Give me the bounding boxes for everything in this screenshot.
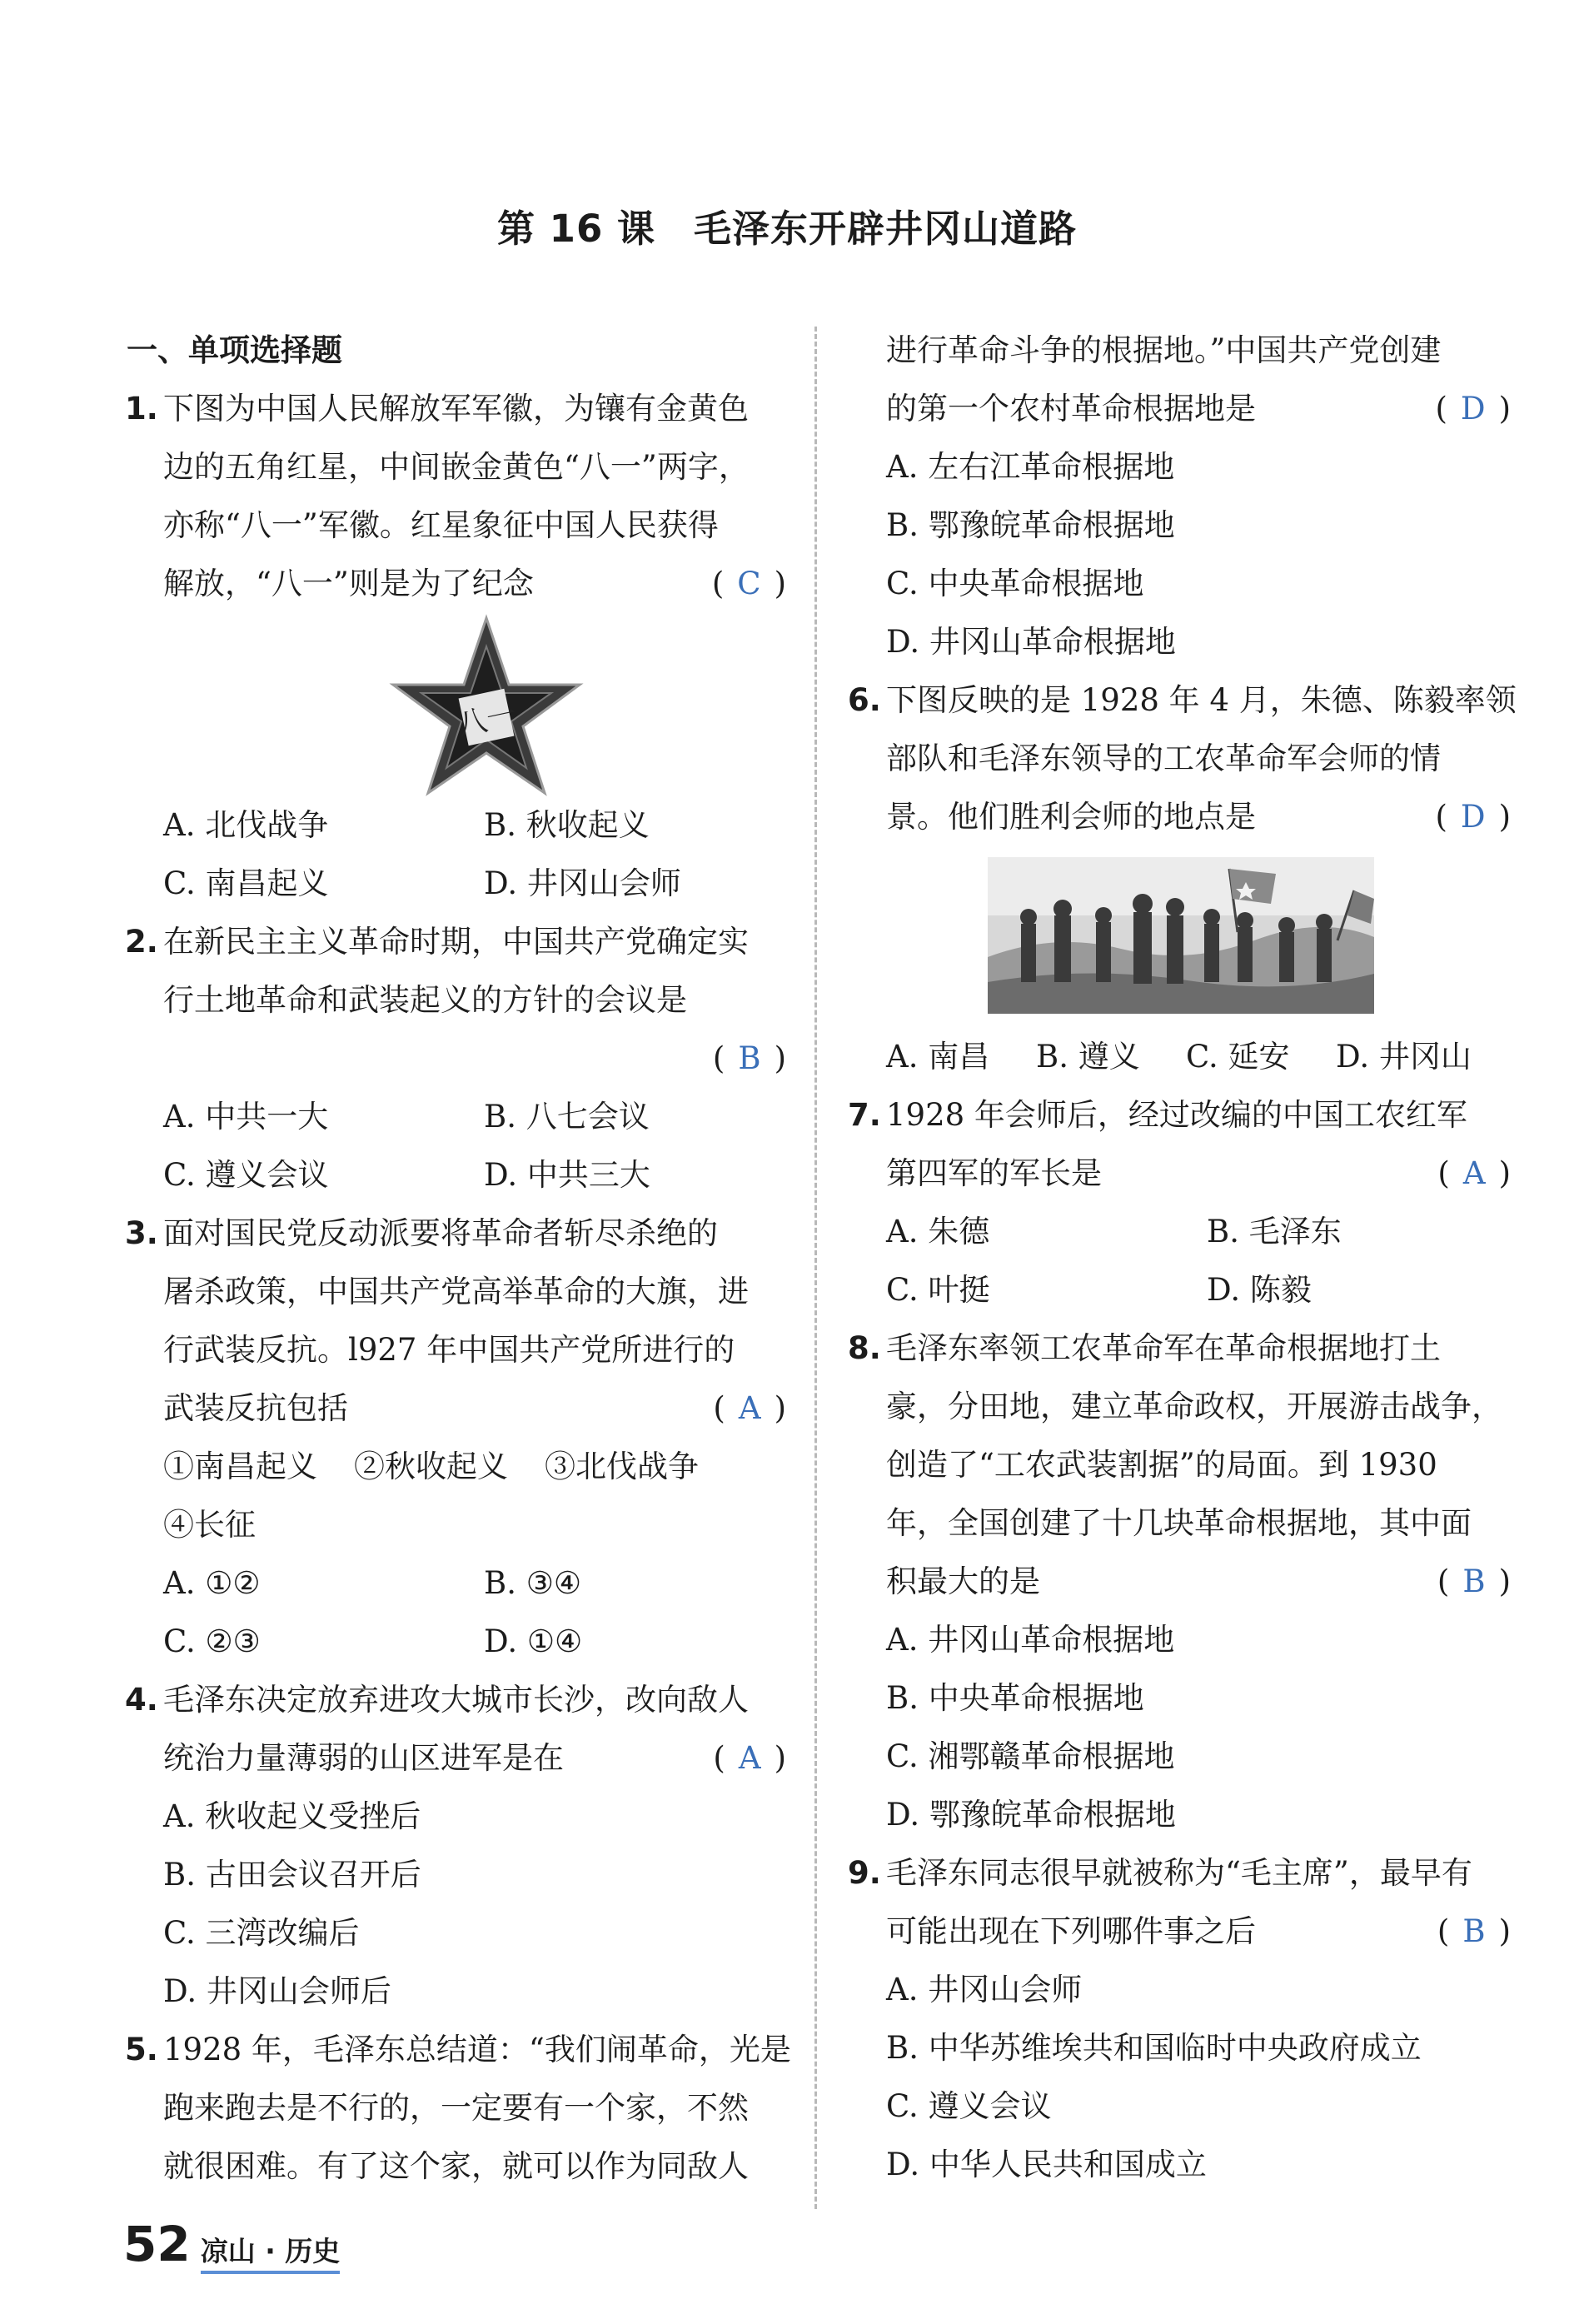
option-a: A. 井冈山会师 bbox=[886, 1972, 1083, 2007]
question-text: 屠杀政策，中国共产党高举革命的大旗，进 bbox=[163, 1274, 749, 1309]
troops-meeting-image-icon bbox=[988, 857, 1374, 1014]
option-d: D. 陈毅 bbox=[1207, 1272, 1312, 1308]
answer-bracket: ( B ) bbox=[1437, 1913, 1511, 1949]
question-text: 的第一个农村革命根据地是 bbox=[886, 391, 1256, 426]
question-text: 积最大的是 bbox=[886, 1563, 1040, 1599]
question-text: 武装反抗包括 bbox=[163, 1390, 348, 1426]
option-b: B. 中央革命根据地 bbox=[886, 1680, 1144, 1716]
option-a: A. 北伐战争 bbox=[163, 807, 329, 843]
page-number: 52 bbox=[123, 2216, 191, 2272]
option-d: D. 中共三大 bbox=[484, 1157, 650, 1193]
lesson-title: 第 16 课 毛泽东开辟井冈山道路 bbox=[497, 207, 1077, 251]
question-text: 毛泽东同志很早就被称为“毛主席”，最早有 bbox=[886, 1855, 1472, 1891]
answer-letter: A bbox=[738, 1390, 761, 1426]
question-text: 下图为中国人民解放军军徽，为镶有金黄色 bbox=[163, 391, 749, 426]
answer-bracket: ( D ) bbox=[1435, 799, 1511, 835]
option-c: C. 南昌起义 bbox=[163, 865, 329, 901]
question-1 bbox=[125, 380, 789, 913]
question-number: 9. bbox=[848, 1855, 881, 1891]
question-text: 1928 年，毛泽东总结道：“我们闹革命，光是 bbox=[163, 2032, 791, 2067]
answer-bracket: ( A ) bbox=[713, 1740, 786, 1776]
question-number: 4. bbox=[125, 1682, 158, 1718]
option-c: C. 中央革命根据地 bbox=[886, 566, 1144, 601]
answer-letter: B bbox=[1462, 1563, 1486, 1599]
question-9 bbox=[848, 1844, 1514, 2194]
question-5-continued bbox=[848, 322, 1514, 671]
column-divider bbox=[814, 327, 817, 2209]
question-text: 豪，分田地，建立革命政权，开展游击战争， bbox=[886, 1389, 1502, 1424]
answer-bracket: ( C ) bbox=[711, 566, 786, 601]
left-column bbox=[125, 322, 789, 2196]
question-text: 统治力量薄弱的山区进军是在 bbox=[163, 1740, 564, 1776]
emblem-text: 八一 bbox=[454, 696, 521, 743]
option-a: A. ①② bbox=[163, 1565, 261, 1601]
answer-letter: C bbox=[737, 566, 761, 601]
option-b: B. 毛泽东 bbox=[1207, 1214, 1342, 1249]
question-text: 第四军的军长是 bbox=[886, 1155, 1102, 1191]
option-a: A. 左右江革命根据地 bbox=[886, 449, 1175, 485]
answer-letter: A bbox=[738, 1740, 761, 1776]
option-d: D. 井冈山会师 bbox=[484, 865, 681, 901]
item-1: ①南昌起义 bbox=[163, 1449, 317, 1484]
option-b: B. 秋收起义 bbox=[484, 807, 650, 843]
option-b: B. 中华苏维埃共和国临时中央政府成立 bbox=[886, 2030, 1422, 2066]
question-text: 行武装反抗。l927 年中国共产党所进行的 bbox=[163, 1332, 735, 1368]
answer-letter: B bbox=[738, 1040, 761, 1076]
option-b: B. 鄂豫皖革命根据地 bbox=[886, 507, 1175, 543]
question-text: 跑来跑去是不行的，一定要有一个家，不然 bbox=[163, 2090, 749, 2126]
question-text: 解放，“八一”则是为了纪念 bbox=[163, 566, 534, 601]
option-a: A. 南昌 bbox=[886, 1039, 990, 1075]
option-c: C. 延安 bbox=[1186, 1039, 1290, 1075]
question-3 bbox=[125, 1204, 789, 1671]
option-d: D. ①④ bbox=[484, 1623, 583, 1659]
question-text: 毛泽东率领工农革命军在革命根据地打土 bbox=[886, 1330, 1441, 1366]
question-number: 6. bbox=[848, 682, 881, 718]
question-text: 下图反映的是 1928 年 4 月，朱德、陈毅率领 bbox=[886, 682, 1517, 718]
section-heading: 一、单项选择题 bbox=[127, 332, 342, 368]
option-d: D. 井冈山会师后 bbox=[163, 1973, 391, 2009]
option-c: C. 遵义会议 bbox=[886, 2088, 1052, 2124]
question-4 bbox=[125, 1671, 789, 2021]
page-footer bbox=[123, 2216, 340, 2274]
question-text: 在新民主主义革命时期，中国共产党确定实 bbox=[163, 924, 749, 960]
question-text: 1928 年会师后，经过改编的中国工农红军 bbox=[886, 1097, 1467, 1133]
question-5 bbox=[125, 2021, 789, 2196]
question-text: 边的五角红星，中间嵌金黄色“八一”两字， bbox=[163, 449, 750, 485]
option-a: A. 中共一大 bbox=[163, 1099, 329, 1135]
option-c: C. 三湾改编后 bbox=[163, 1915, 360, 1951]
answer-letter: B bbox=[1462, 1913, 1486, 1949]
question-text: 可能出现在下列哪件事之后 bbox=[886, 1913, 1256, 1949]
answer-bracket: ( D ) bbox=[1435, 391, 1511, 426]
option-d: D. 井冈山 bbox=[1336, 1039, 1472, 1075]
option-d: D. 鄂豫皖革命根据地 bbox=[886, 1797, 1176, 1833]
question-text: 行土地革命和武装起义的方针的会议是 bbox=[163, 982, 687, 1018]
item-4: ④长征 bbox=[163, 1507, 256, 1543]
answer-bracket: ( B ) bbox=[1437, 1563, 1511, 1599]
question-7 bbox=[848, 1086, 1514, 1319]
option-d: D. 井冈山革命根据地 bbox=[886, 624, 1176, 660]
option-c: C. 湘鄂赣革命根据地 bbox=[886, 1738, 1175, 1774]
question-text: 部队和毛泽东领导的工农革命军会师的情 bbox=[886, 741, 1441, 776]
question-text: 毛泽东决定放弃进攻大城市长沙，改向敌人 bbox=[163, 1682, 749, 1718]
question-number: 1. bbox=[125, 391, 158, 426]
army-emblem-figure bbox=[125, 613, 789, 796]
option-c: C. ②③ bbox=[163, 1623, 261, 1659]
answer-letter: A bbox=[1462, 1155, 1486, 1191]
question-text: 亦称“八一”军徽。红星象征中国人民获得 bbox=[163, 507, 719, 543]
question-text: 面对国民党反动派要将革命者斩尽杀绝的 bbox=[163, 1215, 718, 1251]
question-text: 就很困难。有了这个家，就可以作为同敌人 bbox=[163, 2148, 749, 2184]
option-a: A. 井冈山革命根据地 bbox=[886, 1622, 1175, 1658]
question-text: 创造了“工农武装割据”的局面。到 1930 bbox=[886, 1447, 1437, 1483]
answer-letter: D bbox=[1460, 391, 1486, 426]
option-c: C. 遵义会议 bbox=[163, 1157, 329, 1193]
answer-bracket: ( A ) bbox=[1437, 1155, 1511, 1191]
question-number: 8. bbox=[848, 1330, 881, 1366]
option-a: A. 朱德 bbox=[886, 1214, 990, 1249]
question-8 bbox=[848, 1319, 1514, 1844]
answer-bracket: ( A ) bbox=[713, 1390, 786, 1426]
question-number: 3. bbox=[125, 1215, 158, 1251]
question-6 bbox=[848, 671, 1517, 1086]
red-star-emblem-icon bbox=[388, 613, 585, 796]
jinggangshan-meeting-photo bbox=[848, 846, 1514, 1028]
answer-letter: D bbox=[1460, 799, 1486, 835]
answer-bracket: ( B ) bbox=[712, 1040, 786, 1076]
option-b: B. ③④ bbox=[484, 1565, 582, 1601]
item-3: ③北伐战争 bbox=[545, 1449, 699, 1484]
right-column bbox=[848, 322, 1517, 2194]
question-number: 5. bbox=[125, 2032, 158, 2067]
option-b: B. 古田会议召开后 bbox=[163, 1857, 421, 1893]
question-2 bbox=[125, 913, 789, 1204]
book-name: 凉山 · 历史 bbox=[201, 2230, 341, 2274]
question-number: 2. bbox=[125, 924, 158, 960]
option-c: C. 叶挺 bbox=[886, 1272, 990, 1308]
option-b: B. 八七会议 bbox=[484, 1099, 650, 1135]
item-2: ②秋收起义 bbox=[354, 1449, 508, 1484]
option-d: D. 中华人民共和国成立 bbox=[886, 2147, 1207, 2182]
question-text: 景。他们胜利会师的地点是 bbox=[886, 799, 1256, 835]
question-text: 年，全国创建了十几块革命根据地，其中面 bbox=[886, 1505, 1472, 1541]
option-b: B. 遵义 bbox=[1036, 1039, 1140, 1075]
question-text: 进行革命斗争的根据地。”中国共产党创建 bbox=[886, 332, 1442, 368]
option-a: A. 秋收起义受挫后 bbox=[163, 1798, 421, 1834]
question-number: 7. bbox=[848, 1097, 881, 1133]
